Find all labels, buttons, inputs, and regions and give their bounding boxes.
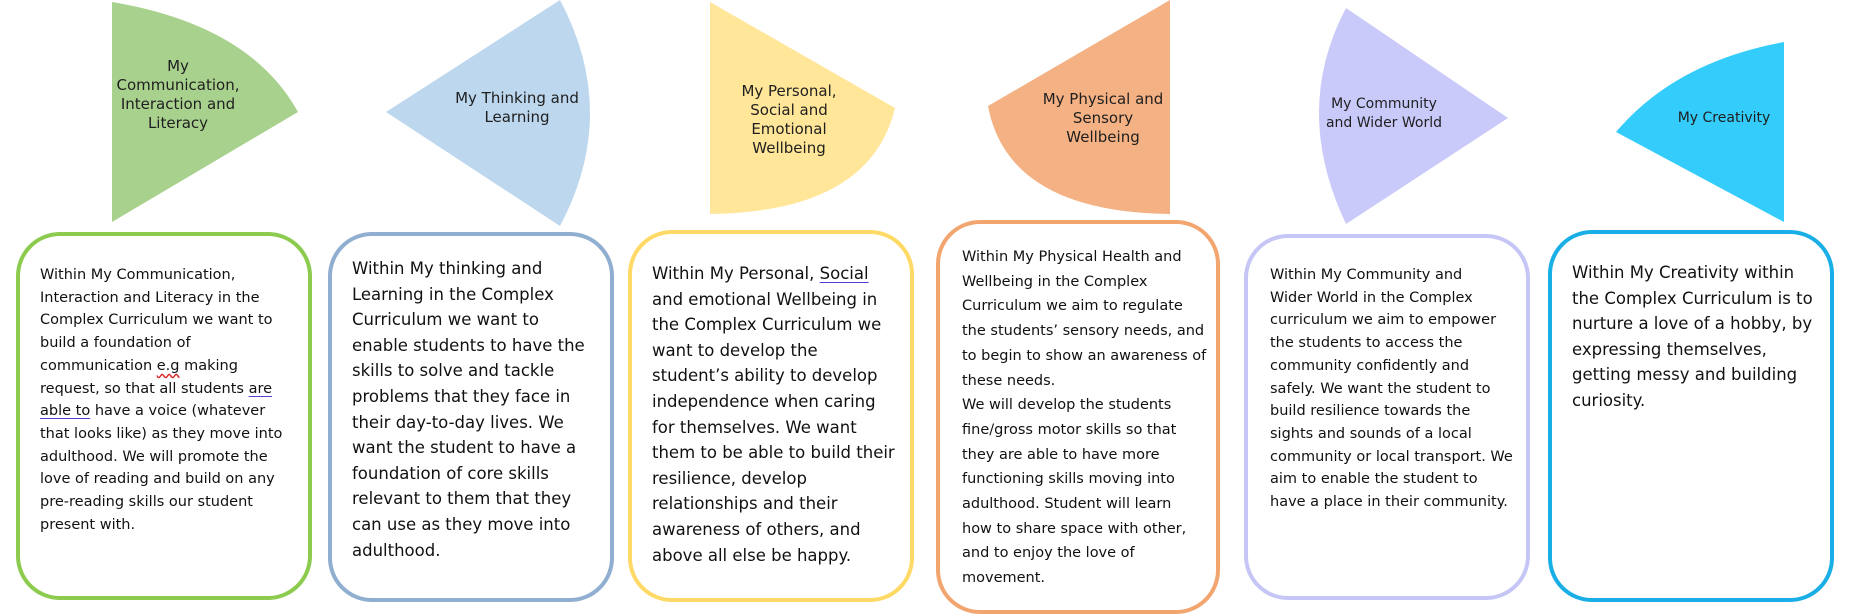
creativity-description: Within My Creativity within the Complex Curriculum is to nurture a love of a hobby, by expressing themselves, getting messy and building curiosity. — [1572, 263, 1813, 410]
creativity-title: My Creativity — [1677, 110, 1771, 126]
personal-description — [652, 261, 910, 568]
thinking-title: My Thinking and Learning — [455, 89, 579, 126]
communication-description — [40, 264, 300, 536]
community-title: My Community and Wider World — [1325, 96, 1443, 131]
communication-title: My Communication, Interaction and Literacy — [116, 57, 240, 132]
communication-marked-phrase: are able to — [40, 380, 273, 420]
creativity-shape — [1616, 42, 1784, 222]
personal-text-a: Within My Personal, — [652, 264, 820, 283]
community-description: Within My Community and Wider World in the Complex curriculum we aim to empower the students to access the community confidently and safely. We want the student to build resilience towards the sights and sounds of a local community or local transport. We aim to enable the student to have a place in their community. — [1270, 267, 1513, 511]
personal-text-b: and emotional Wellbeing in the Complex Curriculum we want to develop the student’s ability to develop independence when caring for themselves. We want them to be able to build their resilience, develop relationships and their awareness of others, and above all else be happy. — [652, 289, 895, 565]
communication-marked-word: e.g — [156, 357, 180, 374]
physical-description: Within My Physical Health and Wellbeing in the Complex Curriculum we aim to regulate the students’ sensory needs, and to begin to show an awareness of these needs. We will develop the students fine/gross motor skills so that they are able to have more functioning skills moving into adulthood. Student will learn how to share space with other, and to enjoy the love of movement. — [962, 249, 1207, 587]
communication-text-b: making request, so that all students — [40, 357, 244, 397]
thinking-description: Within My thinking and Learning in the Complex Curriculum we want to enable students to have the skills to solve and tackle problems that they face in their day-to-day lives. We want the student to have a foundation of core skills relevant to them that they can use as they move into adulthood. — [352, 259, 585, 560]
personal-title: My Personal, Social and Emotional Wellbeing — [741, 82, 837, 157]
personal-marked-word: Social — [819, 264, 869, 283]
communication-text-a: Within My Communication, Interaction and Literacy in the Complex Curriculum we want to build a foundation of communication — [40, 267, 273, 374]
physical-title: My Physical and Sensory Wellbeing — [1042, 90, 1164, 146]
communication-text-c: have a voice (whatever that looks like) as they move into adulthood. We will promote the love of reading and build on any pre-reading skills our student present with. — [40, 403, 283, 533]
